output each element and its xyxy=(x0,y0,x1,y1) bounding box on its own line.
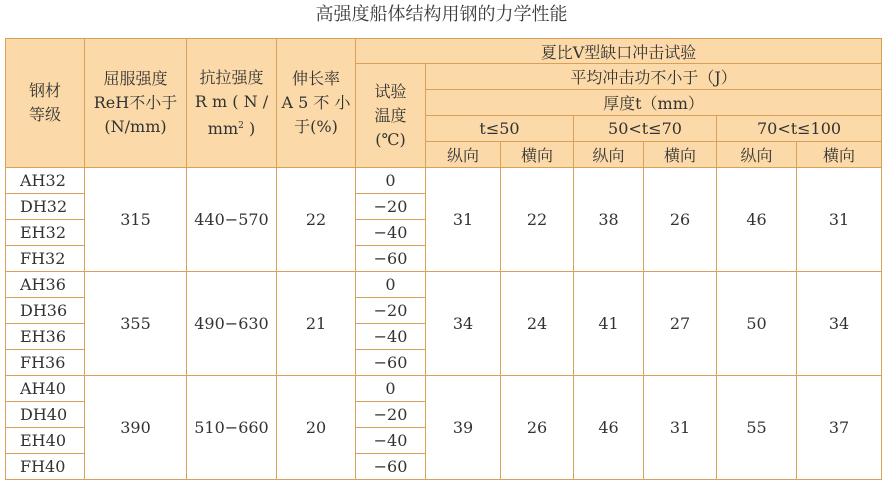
header-direction-transverse: 横向 xyxy=(644,142,717,168)
header-average-impact-energy: 平均冲击功不小于（J） xyxy=(426,64,882,90)
cell-impact-energy: 41 xyxy=(574,272,644,376)
cell-impact-energy: 46 xyxy=(574,376,644,480)
cell-impact-energy: 37 xyxy=(797,376,882,480)
cell-impact-energy: 27 xyxy=(644,272,717,376)
cell-grade: EH32 xyxy=(6,220,85,246)
cell-test-temperature: −20 xyxy=(356,194,426,220)
cell-test-temperature: −40 xyxy=(356,324,426,350)
mechanical-properties-table xyxy=(5,38,882,480)
header-temp-line: 温度 xyxy=(374,105,407,125)
header-tensile-line: R m ( N / xyxy=(194,91,269,111)
cell-yield-strength: 390 xyxy=(85,376,187,480)
cell-impact-energy: 24 xyxy=(501,272,574,376)
cell-test-temperature: 0 xyxy=(356,168,426,194)
header-temp-line: (℃) xyxy=(375,129,406,149)
cell-tensile-strength: 510−660 xyxy=(187,376,277,480)
header-direction-longitudinal: 纵向 xyxy=(717,142,797,168)
header-thickness-range: t≤50 xyxy=(426,116,574,142)
cell-impact-energy: 26 xyxy=(644,168,717,272)
header-tensile-line xyxy=(187,114,276,141)
cell-test-temperature: 0 xyxy=(356,376,426,402)
header-thickness-range: 50<t≤70 xyxy=(574,116,717,142)
cell-test-temperature: −40 xyxy=(356,220,426,246)
header-direction-longitudinal: 纵向 xyxy=(426,142,501,168)
cell-grade: FH36 xyxy=(6,350,85,376)
header-temp-line: 试验 xyxy=(374,81,407,101)
cell-impact-energy: 46 xyxy=(717,168,797,272)
cell-grade: EH40 xyxy=(6,428,85,454)
header-tensile-line: 抗拉强度 xyxy=(199,67,264,87)
cell-impact-energy: 31 xyxy=(797,168,882,272)
cell-impact-energy: 31 xyxy=(426,168,501,272)
header-thickness: 厚度t（mm） xyxy=(426,90,882,116)
header-grade-line: 等级 xyxy=(28,105,61,124)
header-yield-line: (N/mm) xyxy=(104,117,167,136)
cell-grade: DH32 xyxy=(6,194,85,220)
header-tensile-paren: ) xyxy=(243,118,256,138)
cell-grade: DH40 xyxy=(6,402,85,428)
cell-grade: DH36 xyxy=(6,298,85,324)
header-elongation-line: A 5 不 小 xyxy=(281,93,351,112)
cell-impact-energy: 39 xyxy=(426,376,501,480)
header-direction-transverse: 横向 xyxy=(501,142,574,168)
cell-test-temperature: −60 xyxy=(356,454,426,480)
cell-impact-energy: 50 xyxy=(717,272,797,376)
cell-elongation: 20 xyxy=(277,376,356,480)
cell-grade: FH40 xyxy=(6,454,85,480)
cell-test-temperature: 0 xyxy=(356,272,426,298)
header-tensile-unit: mm xyxy=(207,118,239,138)
cell-impact-energy: 26 xyxy=(501,376,574,480)
cell-grade: AH32 xyxy=(6,168,85,194)
cell-tensile-strength: 490−630 xyxy=(187,272,277,376)
cell-yield-strength: 355 xyxy=(85,272,187,376)
header-elongation xyxy=(277,39,356,168)
cell-tensile-strength: 440−570 xyxy=(187,168,277,272)
cell-elongation: 21 xyxy=(277,272,356,376)
cell-grade: EH36 xyxy=(6,324,85,350)
cell-grade: AH36 xyxy=(6,272,85,298)
cell-test-temperature: −60 xyxy=(356,246,426,272)
cell-elongation: 22 xyxy=(277,168,356,272)
header-yield-strength xyxy=(85,39,187,168)
table-row xyxy=(6,272,882,298)
table-row xyxy=(6,376,882,402)
header-grade-line: 钢材 xyxy=(28,81,61,100)
cell-test-temperature: −20 xyxy=(356,298,426,324)
table-row xyxy=(6,168,882,194)
header-tensile-superscript: 2 xyxy=(238,120,244,131)
cell-impact-energy: 55 xyxy=(717,376,797,480)
header-yield-line: ReH不小于 xyxy=(93,93,178,112)
header-test-temperature xyxy=(356,64,426,168)
cell-grade: FH32 xyxy=(6,246,85,272)
header-impact-test: 夏比V型缺口冲击试验 xyxy=(356,39,882,64)
cell-impact-energy: 34 xyxy=(426,272,501,376)
header-thickness-range: 70<t≤100 xyxy=(717,116,882,142)
cell-impact-energy: 22 xyxy=(501,168,574,272)
header-elongation-line: 于(%) xyxy=(294,117,338,136)
cell-yield-strength: 315 xyxy=(85,168,187,272)
header-elongation-line: 伸长率 xyxy=(291,69,340,88)
cell-impact-energy: 38 xyxy=(574,168,644,272)
header-yield-line: 屈服强度 xyxy=(103,69,168,88)
header-tensile-strength xyxy=(187,39,277,168)
cell-impact-energy: 34 xyxy=(797,272,882,376)
header-grade xyxy=(6,39,85,168)
header-direction-transverse: 横向 xyxy=(797,142,882,168)
cell-test-temperature: −40 xyxy=(356,428,426,454)
cell-impact-energy: 31 xyxy=(644,376,717,480)
cell-test-temperature: −60 xyxy=(356,350,426,376)
header-direction-longitudinal: 纵向 xyxy=(574,142,644,168)
cell-grade: AH40 xyxy=(6,376,85,402)
page-title: 高强度船体结构用钢的力学性能 xyxy=(315,4,568,25)
cell-test-temperature: −20 xyxy=(356,402,426,428)
